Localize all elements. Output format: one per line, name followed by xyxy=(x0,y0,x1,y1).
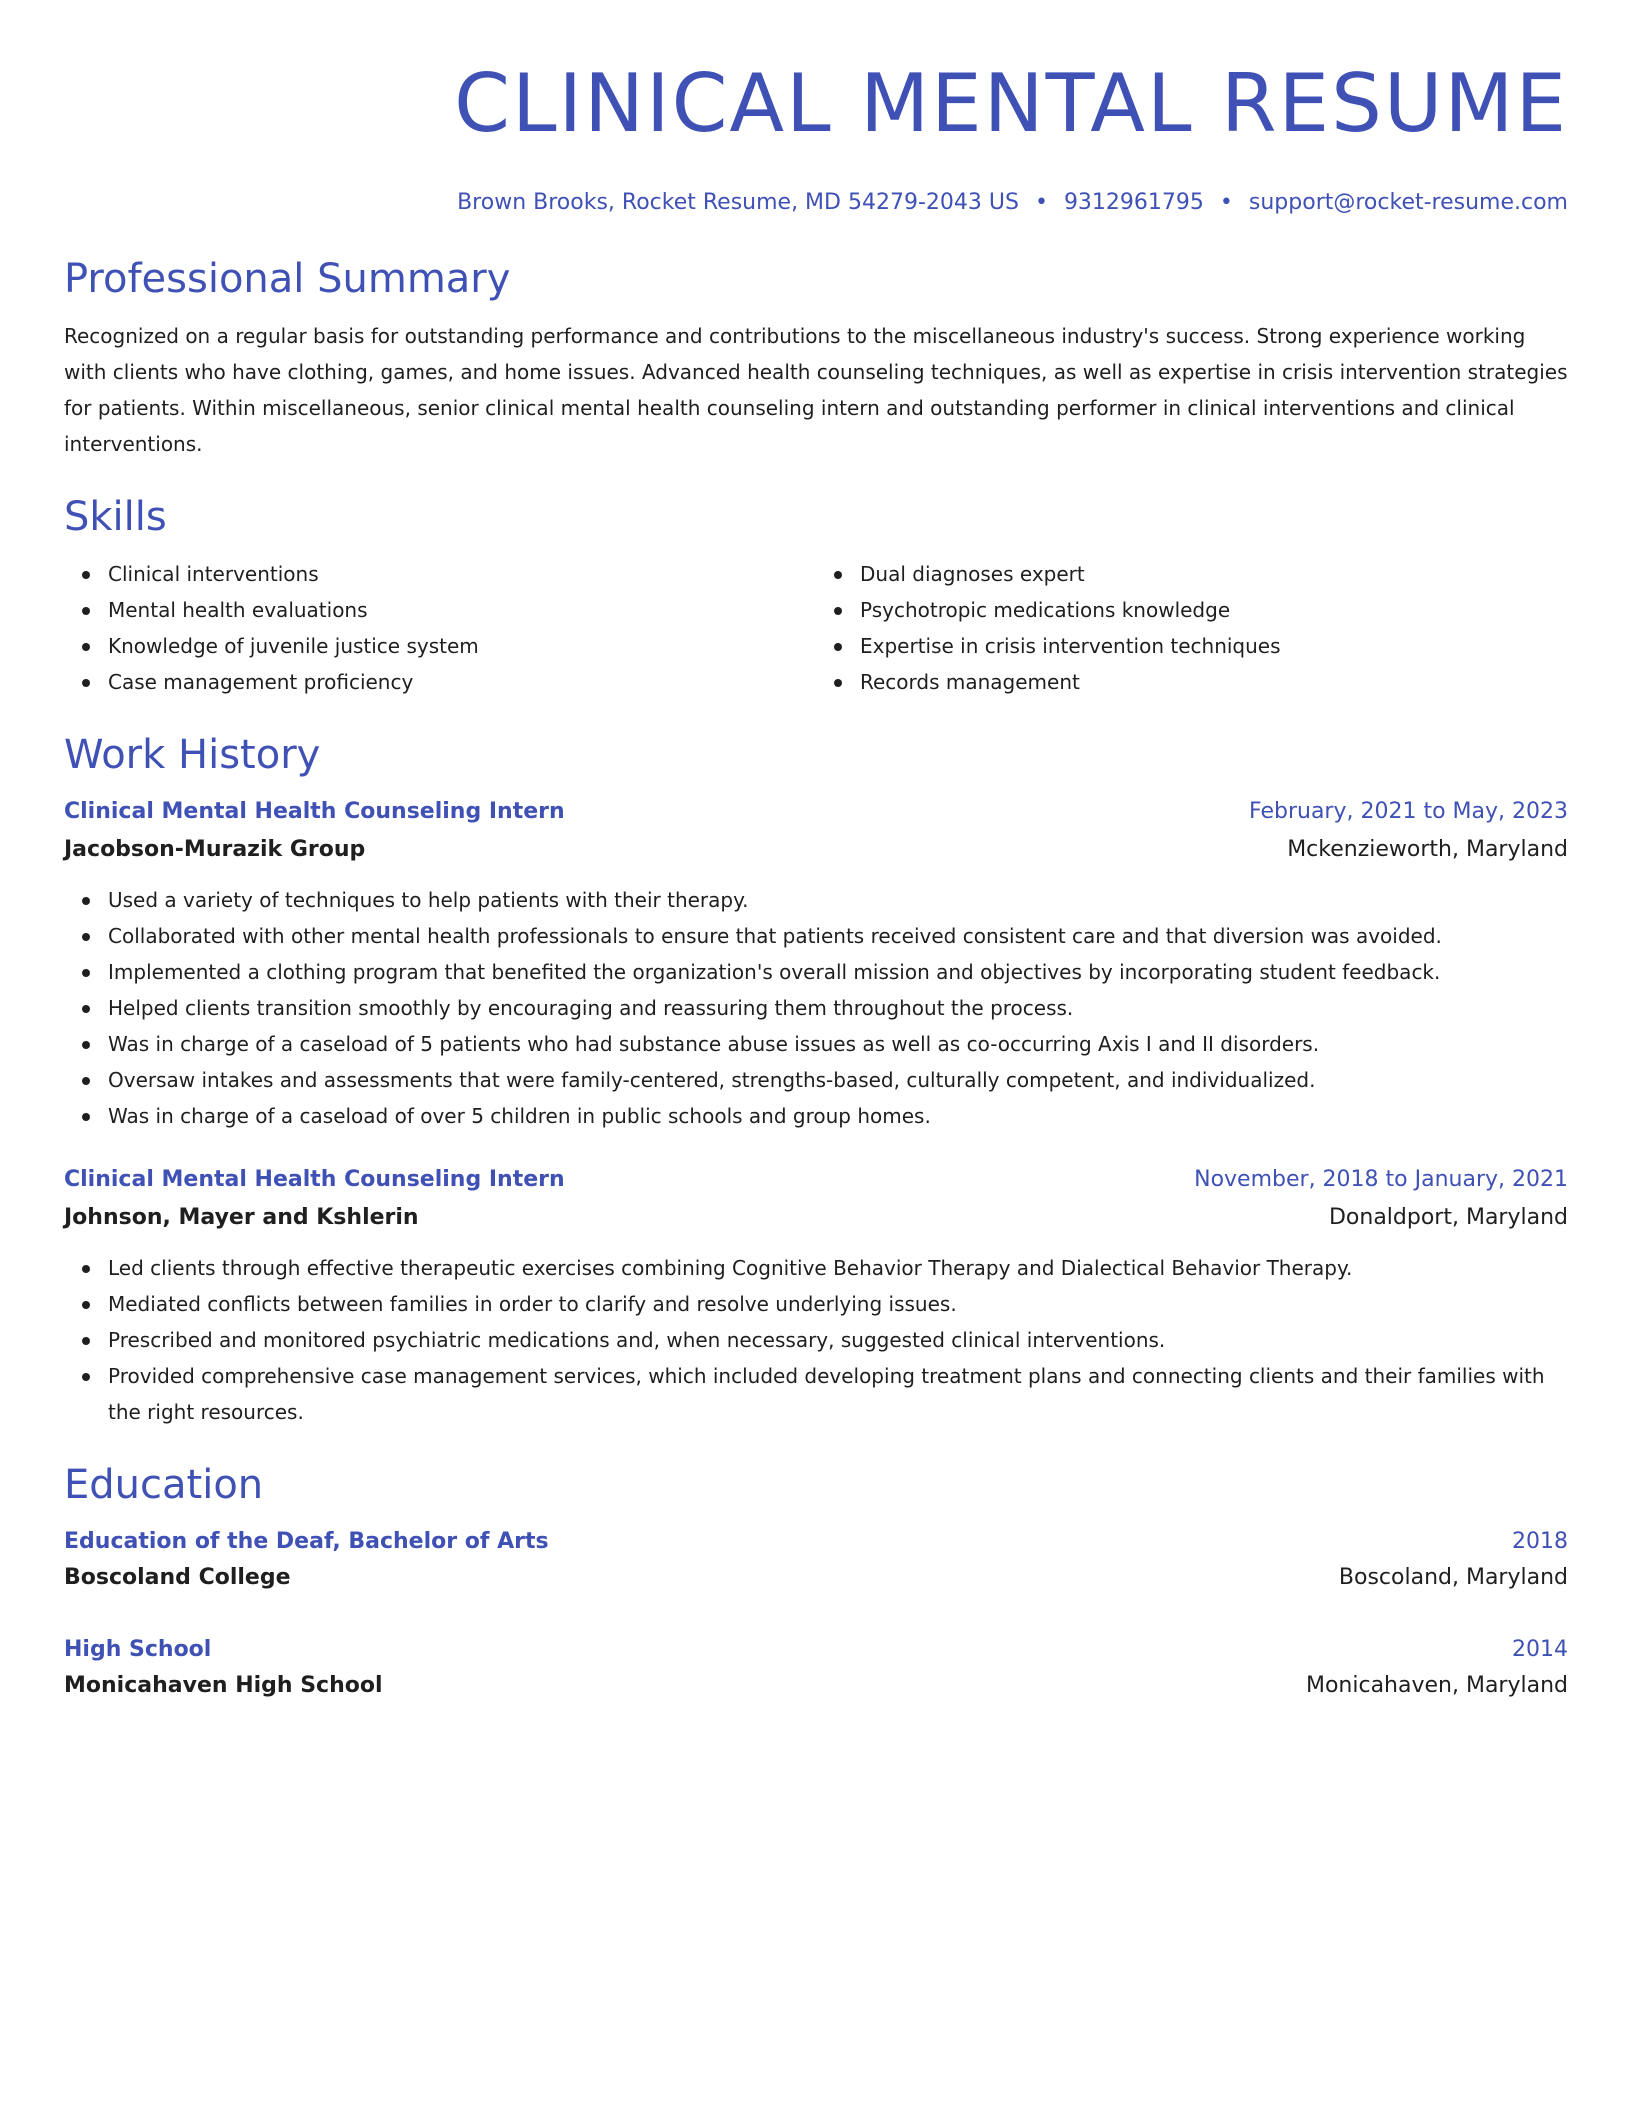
job-bullet: Collaborated with other mental health professionals to ensure that patients received consistent care and that diversion was avoided. xyxy=(108,918,1568,954)
job-bullet: Implemented a clothing program that benefited the organization's overall mission and objectives by incorporating student feedback. xyxy=(108,954,1568,990)
skill-item: Psychotropic medications knowledge xyxy=(860,592,1568,628)
contact-separator: • xyxy=(1034,190,1048,215)
summary-section xyxy=(64,254,1568,462)
job-bullet: Oversaw intakes and assessments that were family-centered, strengths-based, culturally competent, and individualized. xyxy=(108,1062,1568,1098)
skills-column-right xyxy=(816,556,1568,700)
education-section xyxy=(64,1460,1568,1704)
job-bullet: Used a variety of techniques to help patients with their therapy. xyxy=(108,882,1568,918)
skills-list-left xyxy=(64,556,816,700)
education-entry xyxy=(64,1632,1568,1704)
job-bullet: Was in charge of a caseload of 5 patients who had substance abuse issues as well as co-occurring Axis I and II disorders. xyxy=(108,1026,1568,1062)
contact-phone: 9312961795 xyxy=(1063,190,1204,215)
job-company: Jacobson-Murazik Group xyxy=(64,837,366,862)
job-bullet: Mediated conflicts between families in order to clarify and resolve underlying issues. xyxy=(108,1286,1568,1322)
work-history-section xyxy=(64,730,1568,1430)
job-bullets xyxy=(64,1250,1568,1430)
skill-item: Mental health evaluations xyxy=(108,592,816,628)
education-school: Boscoland College xyxy=(64,1565,291,1590)
education-heading: Education xyxy=(64,1462,264,1508)
work-history-heading: Work History xyxy=(64,732,321,778)
summary-heading: Professional Summary xyxy=(64,256,511,302)
education-location: Monicahaven, Maryland xyxy=(1305,1673,1568,1698)
skill-item: Expertise in crisis intervention techniques xyxy=(860,628,1568,664)
skill-item: Clinical interventions xyxy=(108,556,816,592)
education-location: Boscoland, Maryland xyxy=(1338,1565,1568,1590)
skill-item: Knowledge of juvenile justice system xyxy=(108,628,816,664)
job-location: Mckenzieworth, Maryland xyxy=(1287,837,1568,862)
education-school: Monicahaven High School xyxy=(64,1673,383,1698)
job-company-row xyxy=(64,832,1568,868)
job-bullet: Helped clients transition smoothly by encouraging and reassuring them throughout the process. xyxy=(108,990,1568,1026)
job-title: Clinical Mental Health Counseling Intern xyxy=(64,799,565,824)
job-bullet: Led clients through effective therapeutic exercises combining Cognitive Behavior Therapy and Dialectical Behavior Therapy. xyxy=(108,1250,1568,1286)
job-entry xyxy=(64,794,1568,1134)
job-company: Johnson, Mayer and Kshlerin xyxy=(64,1205,419,1230)
job-title: Clinical Mental Health Counseling Intern xyxy=(64,1167,565,1192)
skill-item: Case management proficiency xyxy=(108,664,816,700)
education-degree: Education of the Deaf, Bachelor of Arts xyxy=(64,1529,549,1554)
skills-heading: Skills xyxy=(64,494,167,540)
contact-address: Brown Brooks, Rocket Resume, MD 54279-2043 US xyxy=(457,190,1019,215)
contact-email: support@rocket-resume.com xyxy=(1248,190,1568,215)
resume-title: CLINICAL MENTAL RESUME xyxy=(454,57,1568,150)
education-school-row xyxy=(64,1560,1568,1596)
education-entry xyxy=(64,1524,1568,1596)
job-dates: November, 2018 to January, 2021 xyxy=(1194,1167,1568,1192)
summary-text: Recognized on a regular basis for outstanding performance and contributions to the miscellaneous industry's success. Strong experience working with clients who have clothing, games, and home issues. Advanced health counseling techniques, as well as expertise in crisis intervention strategies for patients. Within miscellaneous, senior clinical mental health counseling intern and outstanding performer in clinical interventions and clinical interventions. xyxy=(64,324,1568,456)
education-degree: High School xyxy=(64,1637,212,1662)
skill-item: Records management xyxy=(860,664,1568,700)
skills-list-right xyxy=(816,556,1568,700)
contact-line xyxy=(64,188,1568,218)
skill-item: Dual diagnoses expert xyxy=(860,556,1568,592)
job-bullet: Provided comprehensive case management services, which included developing treatment plans and connecting clients and their families with the right resources. xyxy=(108,1358,1568,1430)
job-bullet: Prescribed and monitored psychiatric medications and, when necessary, suggested clinical interventions. xyxy=(108,1322,1568,1358)
education-school-row xyxy=(64,1668,1568,1704)
education-degree-row xyxy=(64,1524,1568,1560)
job-title-row xyxy=(64,794,1568,830)
job-dates: February, 2021 to May, 2023 xyxy=(1249,799,1568,824)
job-bullet: Was in charge of a caseload of over 5 children in public schools and group homes. xyxy=(108,1098,1568,1134)
job-title-row xyxy=(64,1162,1568,1198)
skills-column-left xyxy=(64,556,816,700)
job-company-row xyxy=(64,1200,1568,1236)
job-bullets xyxy=(64,882,1568,1134)
job-entry xyxy=(64,1162,1568,1430)
education-year: 2014 xyxy=(1512,1637,1568,1662)
skills-grid xyxy=(64,556,1568,700)
education-degree-row xyxy=(64,1632,1568,1668)
skills-section xyxy=(64,492,1568,700)
job-location: Donaldport, Maryland xyxy=(1328,1205,1568,1230)
contact-separator: • xyxy=(1219,190,1233,215)
education-year: 2018 xyxy=(1512,1529,1568,1554)
